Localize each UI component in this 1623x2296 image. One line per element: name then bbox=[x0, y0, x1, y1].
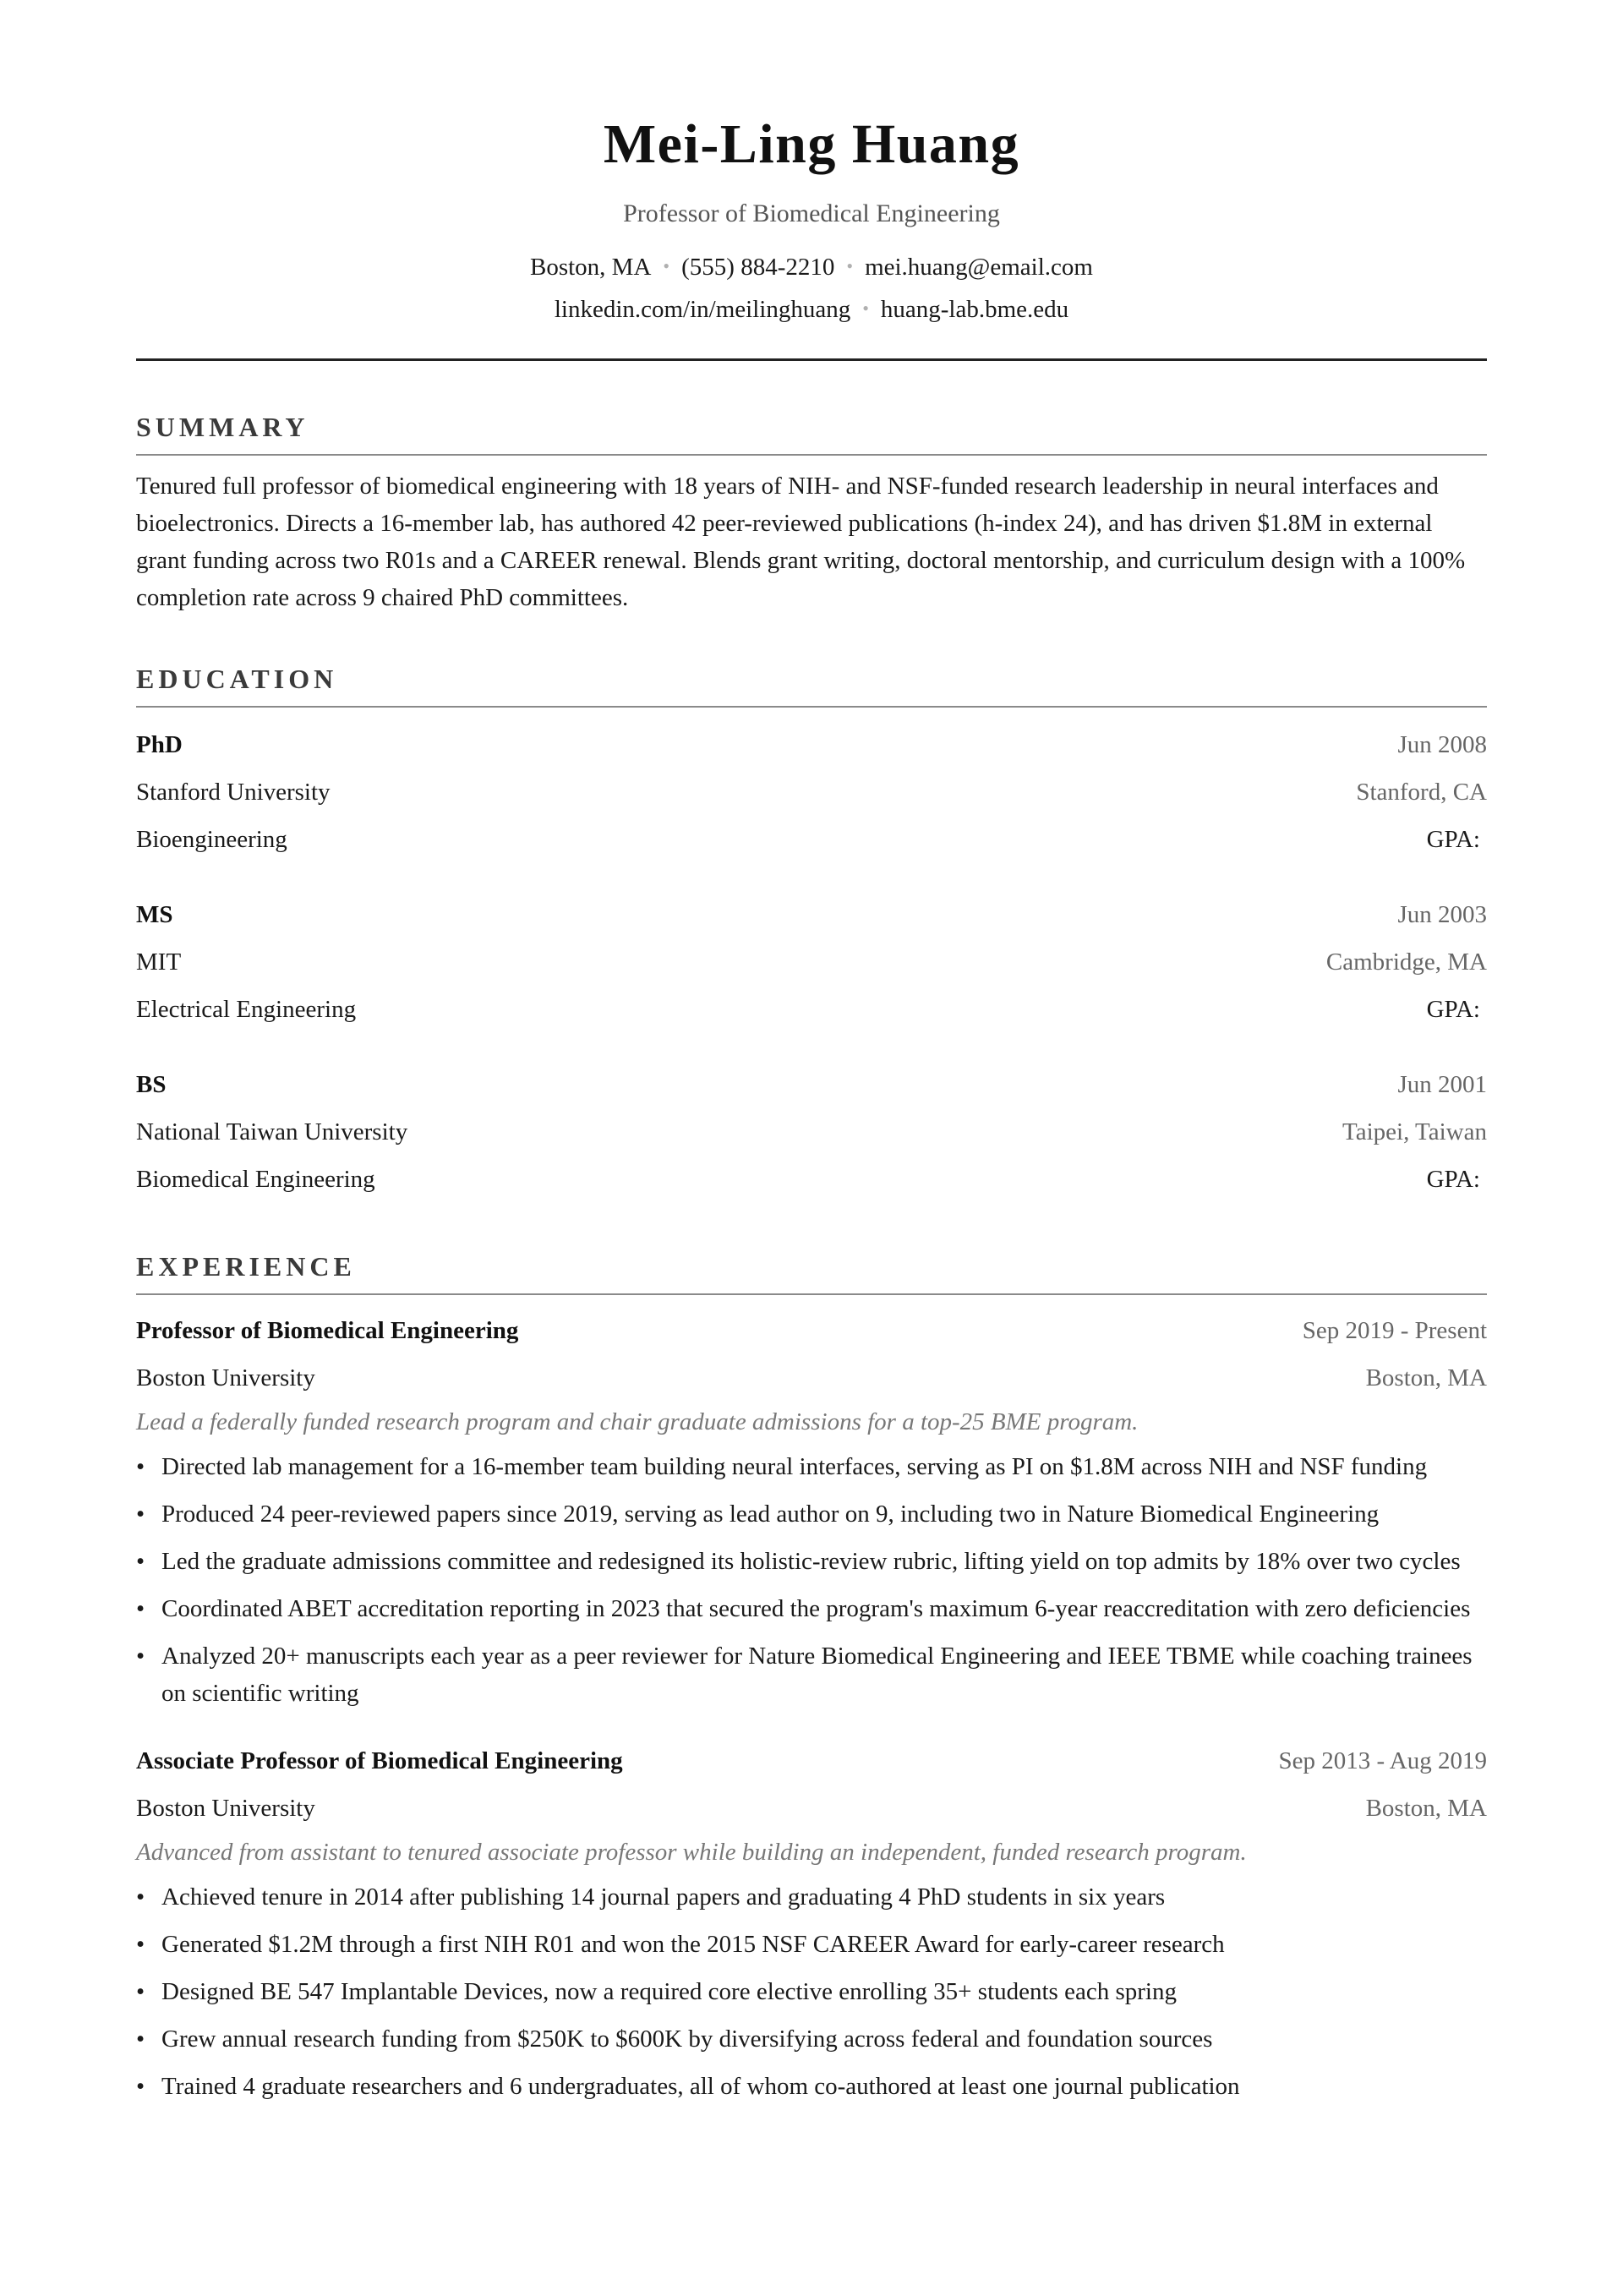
job-company: Boston University bbox=[136, 1364, 315, 1391]
bullet-dot: • bbox=[136, 1643, 145, 1670]
job-bullet bbox=[136, 2020, 1487, 2058]
education-row-degree bbox=[136, 903, 1487, 927]
summary-heading: SUMMARY bbox=[136, 412, 309, 442]
job-dates: Sep 2013 - Aug 2019 bbox=[1278, 1747, 1487, 1774]
education-location: Taipei, Taiwan bbox=[1342, 1118, 1487, 1145]
job-description: Lead a federally funded research program and chair graduate admissions for a top-25 BME program. bbox=[136, 1408, 1139, 1435]
job-bullet-text: Generated $1.2M through a first NIH R01 and won the 2015 NSF CAREER Award for early-career research bbox=[161, 1931, 1225, 1958]
education-gpa: GPA: bbox=[1426, 1166, 1480, 1193]
header-divider bbox=[136, 358, 1487, 361]
experience-heading: EXPERIENCE bbox=[136, 1251, 356, 1282]
job-bullet-text: Analyzed 20+ manuscripts each year as a peer reviewer for Nature Biomedical Engineering and IEEE TBME while coaching trainees on scientific writing bbox=[161, 1643, 1473, 1707]
contact-line-primary bbox=[136, 255, 1487, 280]
education-heading: EDUCATION bbox=[136, 664, 338, 694]
job-bullet-text: Directed lab management for a 16-member team building neural interfaces, serving as PI on $1.8M across NIH and NSF funding bbox=[161, 1453, 1428, 1480]
job-bullet-text: Led the graduate admissions committee and redesigned its holistic-review rubric, lifting yield on top admits by 18% over two cycles bbox=[161, 1548, 1461, 1575]
candidate-name: Mei-Ling Huang bbox=[603, 113, 1020, 175]
experience-row-company bbox=[136, 1366, 1487, 1391]
education-entry bbox=[136, 1073, 1487, 1192]
job-bullet bbox=[136, 2068, 1487, 2105]
education-list bbox=[136, 733, 1487, 1192]
education-row-school bbox=[136, 1120, 1487, 1145]
experience-row-role bbox=[136, 1749, 1487, 1774]
candidate-headline: Professor of Biomedical Engineering bbox=[623, 200, 1000, 227]
education-date: Jun 2008 bbox=[1397, 731, 1487, 758]
contact-separator: • bbox=[862, 298, 869, 319]
bullet-dot: • bbox=[136, 2073, 145, 2100]
experience-row-role bbox=[136, 1319, 1487, 1343]
experience-entry bbox=[136, 1319, 1487, 1712]
contact-location: Boston, MA bbox=[530, 254, 652, 281]
education-gpa: GPA: bbox=[1426, 826, 1480, 853]
education-entry bbox=[136, 733, 1487, 852]
job-title: Associate Professor of Biomedical Engineering bbox=[136, 1747, 623, 1774]
contact-email[interactable]: mei.huang@email.com bbox=[865, 254, 1093, 281]
job-dates: Sep 2019 - Present bbox=[1302, 1317, 1487, 1344]
education-school: Stanford University bbox=[136, 779, 331, 806]
job-bullet bbox=[136, 1878, 1487, 1916]
education-row-field bbox=[136, 828, 1487, 852]
resume-header bbox=[136, 113, 1487, 323]
education-school: MIT bbox=[136, 948, 182, 976]
education-school: National Taiwan University bbox=[136, 1118, 408, 1145]
education-row-degree bbox=[136, 733, 1487, 757]
contact-website[interactable]: huang-lab.bme.edu bbox=[880, 296, 1069, 323]
education-location: Cambridge, MA bbox=[1325, 948, 1487, 976]
bullet-dot: • bbox=[136, 1931, 145, 1958]
contact-separator: • bbox=[846, 255, 854, 276]
job-company: Boston University bbox=[136, 1795, 315, 1822]
education-location: Stanford, CA bbox=[1356, 779, 1487, 806]
bullet-dot: • bbox=[136, 1501, 145, 1528]
job-bullet-list bbox=[136, 1448, 1487, 1712]
contact-phone[interactable]: (555) 884-2210 bbox=[681, 254, 835, 281]
bullet-dot: • bbox=[136, 1978, 145, 2005]
job-bullet-text: Grew annual research funding from $250K to $600K by diversifying across federal and foundation sources bbox=[161, 2025, 1213, 2053]
job-bullet-text: Coordinated ABET accreditation reporting in 2023 that secured the program's maximum 6-year reaccreditation with zero deficiencies bbox=[161, 1595, 1471, 1622]
education-row-degree bbox=[136, 1073, 1487, 1097]
job-location: Boston, MA bbox=[1365, 1364, 1487, 1391]
bullet-dot: • bbox=[136, 1548, 145, 1575]
education-degree: PhD bbox=[136, 731, 183, 758]
education-date: Jun 2001 bbox=[1397, 1071, 1487, 1098]
job-bullet-text: Designed BE 547 Implantable Devices, now a required core elective enrolling 35+ students each spring bbox=[161, 1978, 1177, 2005]
job-bullet bbox=[136, 1590, 1487, 1627]
education-field: Electrical Engineering bbox=[136, 996, 357, 1023]
education-field: Biomedical Engineering bbox=[136, 1166, 375, 1193]
job-bullet bbox=[136, 1926, 1487, 1963]
education-degree: MS bbox=[136, 901, 173, 928]
bullet-dot: • bbox=[136, 1883, 145, 1911]
contact-separator: • bbox=[663, 255, 670, 276]
education-divider bbox=[136, 706, 1487, 708]
education-entry bbox=[136, 903, 1487, 1022]
bullet-dot: • bbox=[136, 1595, 145, 1622]
job-bullet bbox=[136, 1495, 1487, 1533]
job-bullet bbox=[136, 1973, 1487, 2010]
job-title: Professor of Biomedical Engineering bbox=[136, 1317, 519, 1344]
education-row-school bbox=[136, 780, 1487, 805]
job-bullet bbox=[136, 1448, 1487, 1485]
education-degree: BS bbox=[136, 1071, 167, 1098]
education-gpa: GPA: bbox=[1426, 996, 1480, 1023]
job-bullet-text: Achieved tenure in 2014 after publishing 14 journal papers and graduating 4 PhD students in six years bbox=[161, 1883, 1166, 1911]
education-row-field bbox=[136, 998, 1487, 1022]
contact-line-secondary bbox=[136, 298, 1487, 322]
education-field: Bioengineering bbox=[136, 826, 287, 853]
education-row-field bbox=[136, 1167, 1487, 1192]
education-row-school bbox=[136, 950, 1487, 975]
job-bullet-text: Trained 4 graduate researchers and 6 undergraduates, all of whom co-authored at least one journal publication bbox=[161, 2073, 1240, 2100]
education-date: Jun 2003 bbox=[1397, 901, 1487, 928]
summary-divider bbox=[136, 454, 1487, 456]
job-description: Advanced from assistant to tenured associate professor while building an independent, funded research program. bbox=[136, 1839, 1247, 1866]
contact-linkedin[interactable]: linkedin.com/in/meilinghuang bbox=[554, 296, 851, 323]
job-bullet-text: Produced 24 peer-reviewed papers since 2019, serving as lead author on 9, including two in Nature Biomedical Engineering bbox=[161, 1501, 1380, 1528]
job-location: Boston, MA bbox=[1365, 1795, 1487, 1822]
experience-row-company bbox=[136, 1796, 1487, 1821]
bullet-dot: • bbox=[136, 2025, 145, 2053]
experience-divider bbox=[136, 1293, 1487, 1295]
experience-list bbox=[136, 1319, 1487, 2105]
summary-text: Tenured full professor of biomedical engineering with 18 years of NIH- and NSF-funded research leadership in neural interfaces and bioelectronics. Directs a 16-member lab, has authored 42 peer-reviewed publications (h-index 24), and has driven $1.8M in external grant funding across two R01s and a CAREER renewal. Blends grant writing, doctoral mentorship, and curriculum design with a 100% completion rate across 9 chaired PhD committees. bbox=[136, 473, 1466, 611]
job-bullet bbox=[136, 1637, 1487, 1712]
experience-entry bbox=[136, 1749, 1487, 2105]
job-bullet-list bbox=[136, 1878, 1487, 2105]
job-bullet bbox=[136, 1543, 1487, 1580]
bullet-dot: • bbox=[136, 1453, 145, 1480]
